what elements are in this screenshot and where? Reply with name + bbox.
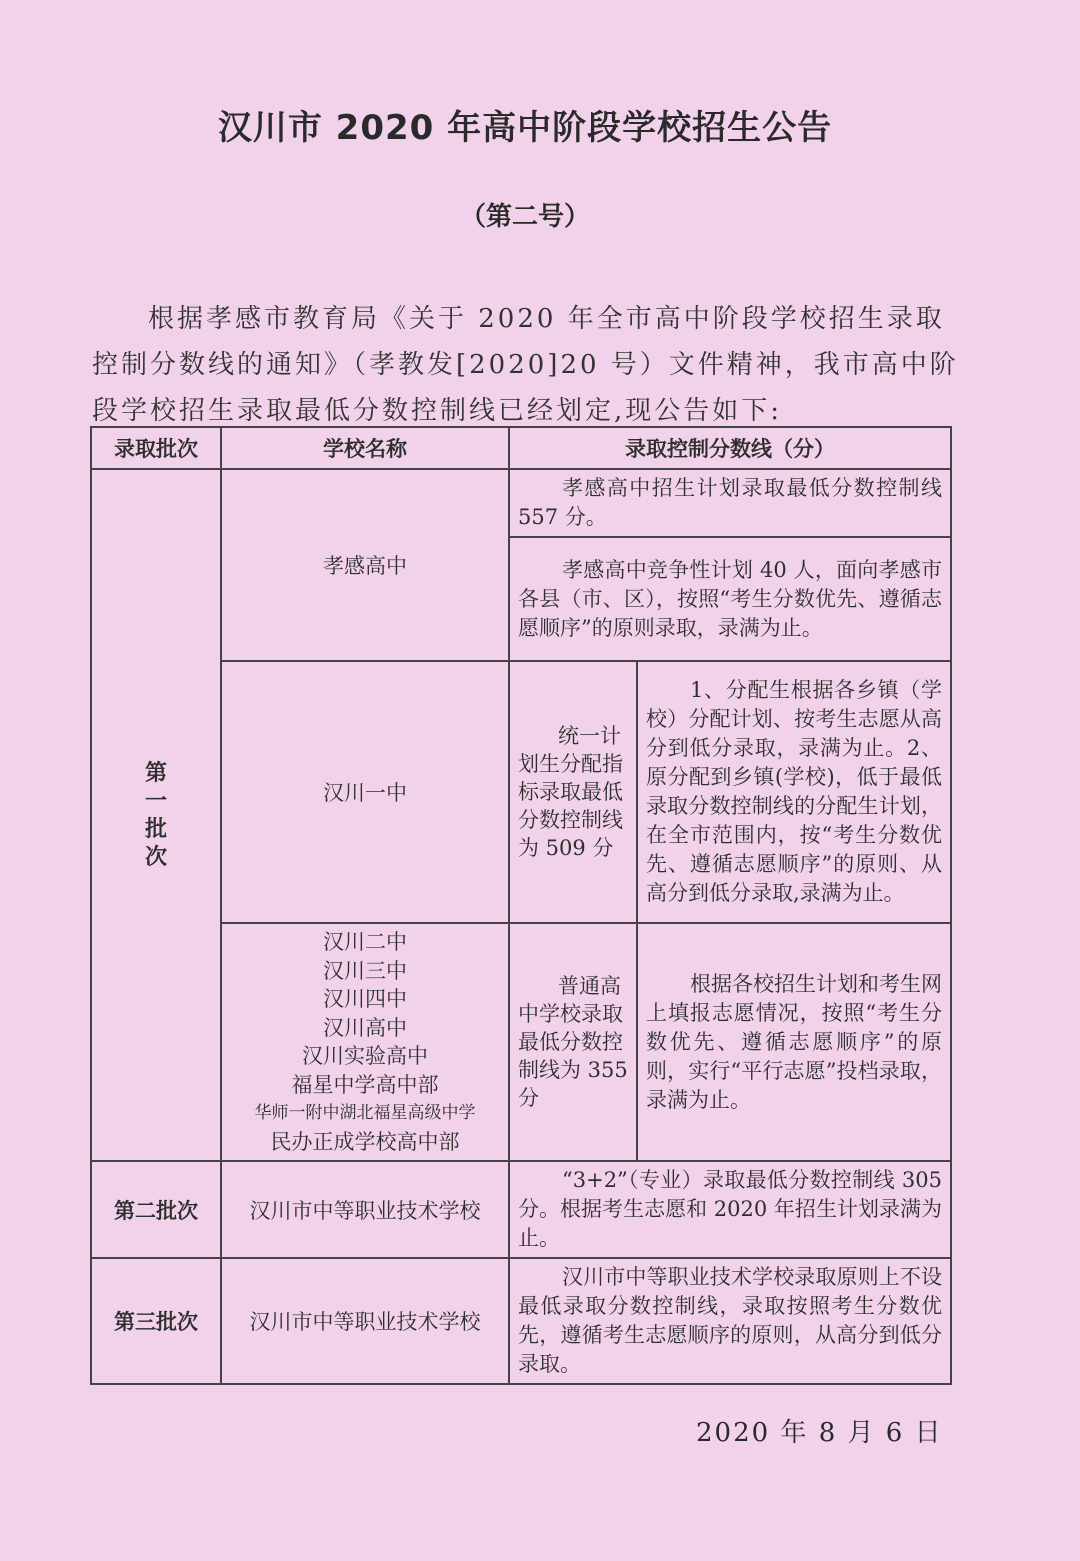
batch2-school: 汉川市中等职业技术学校: [221, 1161, 509, 1258]
school-name: 民办正成学校高中部: [270, 1129, 460, 1154]
table-row: [91, 1258, 951, 1384]
table-header-row: [91, 427, 951, 469]
header-score: 录取控制分数线（分）: [509, 427, 951, 469]
document-date: 2020 年 8 月 6 日: [696, 1418, 943, 1448]
xiaogan-line2: 孝感高中竞争性计划 40 人，面向孝感市各县（市、区），按照“考生分数优先、遵循志愿顺序”的原则录取，录满为止。: [509, 537, 951, 661]
school-name: 汉川实验高中: [302, 1044, 428, 1068]
yizhong-rule: 1、分配生根据各乡镇（学校）分配计划、按考生志愿从高分到低分录取，录满为止。2、原分配到乡镇(学校)，低于最低录取分数控制线的分配生计划，在全市范围内，按“考生分数优先、遵循志愿顺序”的原则、从高分到低分录取,录满为止。: [637, 661, 951, 923]
batch2-rule: “3+2”（专业）录取最低分数控制线 305 分。根据考生志愿和 2020 年招生计划录满为止。: [509, 1161, 951, 1258]
batch3-school: 汉川市中等职业技术学校: [221, 1258, 509, 1384]
batch1-cell: [91, 469, 221, 1161]
table-row: [91, 1161, 951, 1258]
school-name: 汉川四中: [323, 987, 407, 1011]
school-name: 汉川三中: [323, 958, 407, 983]
others-score: 普通高中学校录取最低分数控制线为 355 分: [509, 923, 637, 1161]
school-name: 汉川高中: [323, 1015, 407, 1040]
document-title: 汉川市 2020 年高中阶段学校招生公告: [217, 108, 833, 148]
other-schools: [221, 923, 509, 1161]
document-subtitle: （第二号）: [459, 202, 590, 232]
school-name: 华师一附中湖北福星高级中学: [254, 1103, 476, 1123]
header-school: 学校名称: [221, 427, 509, 469]
others-rule: 根据各校招生计划和考生网上填报志愿情况，按照“考生分数优先、遵循志愿顺序”的原则，实行“平行志愿”投档录取，录满为止。: [637, 923, 951, 1161]
batch1-label: 第一批次: [144, 760, 167, 870]
batch3-label: 第三批次: [91, 1258, 221, 1384]
school-name: 福星中学高中部: [291, 1072, 439, 1097]
header-batch: 录取批次: [91, 427, 221, 469]
school-name: 汉川二中: [323, 930, 407, 954]
yizhong-school: 汉川一中: [221, 661, 509, 923]
yizhong-score: 统一计划生分配指标录取最低分数控制线为 509 分: [509, 661, 637, 923]
table-row: [91, 469, 951, 537]
batch2-label: 第二批次: [91, 1161, 221, 1258]
batch3-rule: 汉川市中等职业技术学校录取原则上不设最低录取分数控制线，录取按照考生分数优先，遵循考生志愿顺序的原则，从高分到低分录取。: [509, 1258, 951, 1384]
intro-paragraph: 根据孝感市教育局《关于 2020 年全市高中阶段学校招生录取控制分数线的通知》（孝教发[2020]20 号）文件精神，我市高中阶段学校招生录取最低分数控制线已经划定,现公告如下:: [92, 304, 959, 426]
xiaogan-line1: 孝感高中招生计划录取最低分数控制线 557 分。: [509, 469, 951, 537]
admission-table: [90, 426, 952, 1385]
xiaogan-school: 孝感高中: [221, 469, 509, 661]
